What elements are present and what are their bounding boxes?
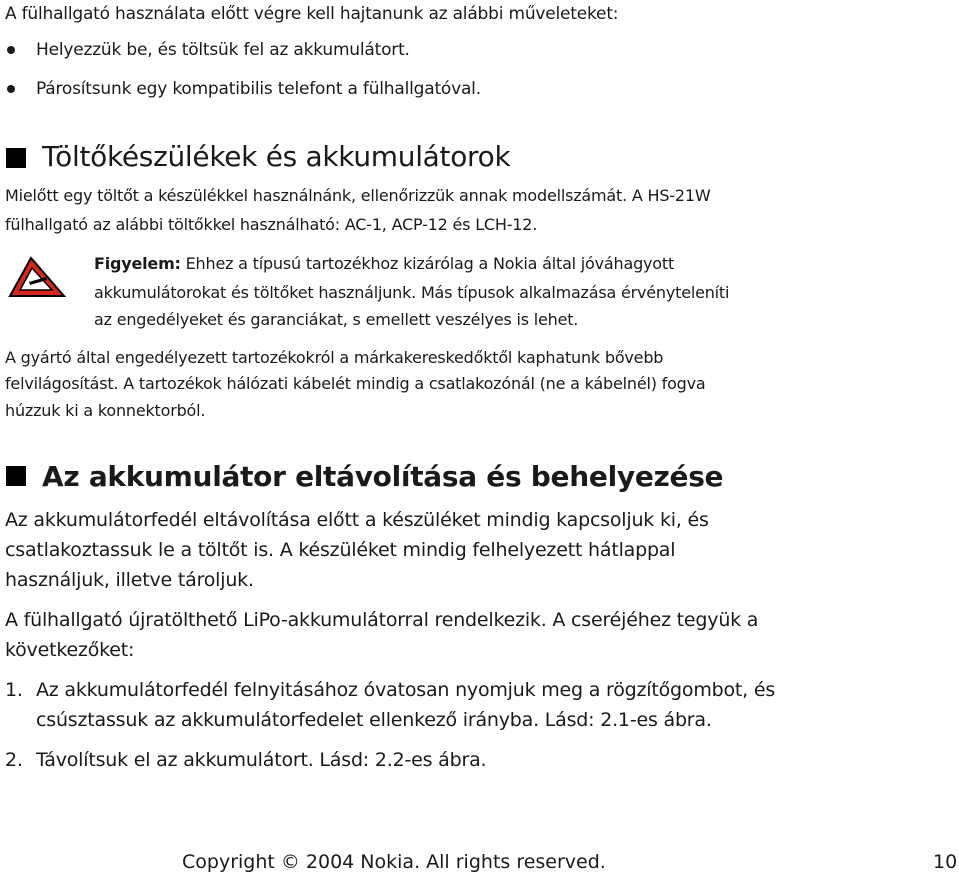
paragraph-line: használjuk, illetve tároljuk. (5, 569, 254, 591)
copyright-text: Copyright © 2004 Nokia. All rights reserved. (182, 851, 606, 873)
warning-text: Ehhez a típusú tartozékhoz kizárólag a Nokia által jóváhagyott (180, 254, 675, 273)
paragraph-line: fülhallgató az alábbi töltőkkel használható: AC-1, ACP-12 és LCH-12. (5, 215, 538, 234)
warning-line-1 (94, 251, 674, 277)
paragraph-line: A fülhallgató újratölthető LiPo-akkumulátorral rendelkezik. A cseréjéhez tegyük a (5, 609, 759, 631)
warning-triangle-icon (4, 254, 68, 300)
intro-text: A fülhallgató használata előtt végre kell hajtanunk az alábbi műveleteket: (5, 4, 619, 24)
page-number: 10 (933, 851, 958, 873)
paragraph-line: következőket: (5, 639, 135, 661)
step-line: csúsztassuk az akkumulátorfedelet ellenkező irányba. Lásd: 2.1-es ábra. (36, 709, 712, 731)
section-heading-battery: Az akkumulátor eltávolítása és behelyezése (42, 460, 724, 493)
paragraph-line: húzzuk ki a konnektorból. (5, 401, 206, 420)
paragraph-line: Mielőtt egy töltőt a készülékkel használnánk, ellenőrizzük annak modellszámát. A HS-21W (5, 186, 711, 205)
paragraph-line: csatlakoztassuk le a töltőt is. A készüléket mindig felhelyezett hátlappal (5, 539, 676, 561)
warning-line: akkumulátorokat és töltőket használjunk. Más típusok alkalmazása érvényteleníti (94, 283, 730, 302)
bullet-dot (7, 46, 15, 54)
warning-line: az engedélyeket és garanciákat, s emellett veszélyes is lehet. (94, 310, 579, 329)
step-line: Távolítsuk el az akkumulátort. Lásd: 2.2-es ábra. (36, 749, 487, 771)
step-number: 1. (5, 679, 23, 701)
section-heading-chargers: Töltőkészülékek és akkumulátorok (42, 140, 511, 173)
bullet-item-1: Helyezzük be, és töltsük fel az akkumulátort. (36, 40, 410, 60)
warning-label: Figyelem: (94, 254, 181, 273)
step-number: 2. (5, 749, 23, 771)
bullet-dot (7, 85, 15, 93)
paragraph-line: felvilágosítást. A tartozékok hálózati kábelét mindig a csatlakozónál (ne a kábelnél) fogva (5, 374, 706, 393)
step-line: Az akkumulátorfedél felnyitásához óvatosan nyomjuk meg a rögzítőgombot, és (36, 679, 776, 701)
section-square-icon (6, 466, 26, 486)
section-square-icon (6, 148, 26, 168)
paragraph-line: Az akkumulátorfedél eltávolítása előtt a készüléket mindig kapcsoljuk ki, és (5, 509, 709, 531)
paragraph-line: A gyártó által engedélyezett tartozékokról a márkakereskedőktől kaphatunk bővebb (5, 348, 664, 367)
bullet-item-2: Párosítsunk egy kompatibilis telefont a fülhallgatóval. (36, 79, 481, 99)
